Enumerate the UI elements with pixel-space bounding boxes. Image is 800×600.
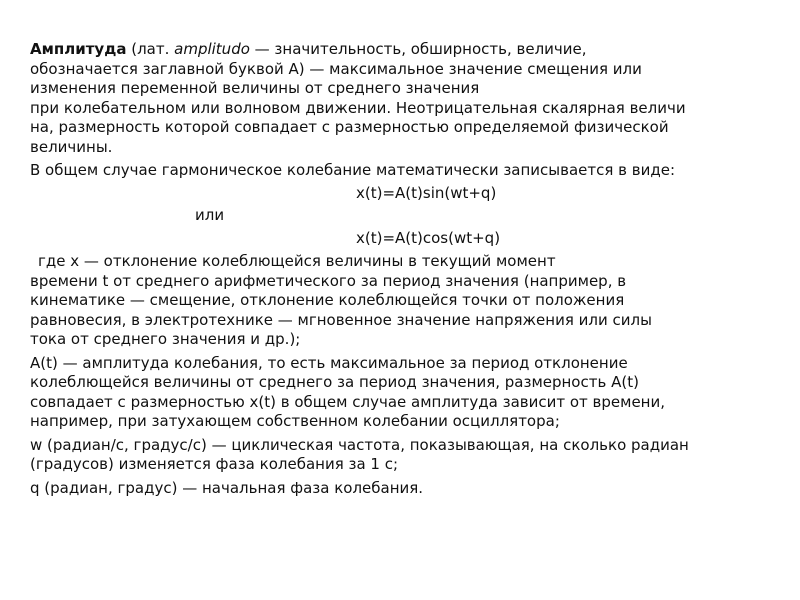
where-x-line-5: тока от среднего значения и др.); bbox=[30, 330, 301, 348]
intro-paragraph bbox=[30, 40, 775, 157]
amplitude-line-4: например, при затухающем собственном колебании осциллятора; bbox=[30, 412, 560, 430]
slide-content bbox=[30, 40, 775, 498]
amplitude-line-2: колеблющейся величины от среднего за период значения, размерность A(t) bbox=[30, 373, 639, 391]
latin-word: amplitudo bbox=[174, 40, 250, 58]
intro-line-4: при колебательном или волновом движении. Неотрицательная скалярная величи bbox=[30, 98, 686, 117]
intro-line-3: изменения переменной величины от среднего значения bbox=[30, 79, 480, 97]
amplitude-definition bbox=[30, 354, 775, 432]
amplitude-line-3: совпадает с размерностью x(t) в общем случае амплитуда зависит от времени, bbox=[30, 392, 666, 411]
phase-definition: q (радиан, градус) — начальная фаза колебания. bbox=[30, 478, 424, 497]
where-x-line-1: где x — отклонение колеблющейся величины в текущий момент bbox=[38, 252, 556, 270]
frequency-line-2: (градусов) изменяется фаза колебания за 1 с; bbox=[30, 455, 399, 473]
where-x-line-2: времени t от среднего арифметического за период значения (например, в bbox=[30, 271, 627, 290]
intro-line-2: обозначается заглавной буквой А) — максимальное значение смещения или bbox=[30, 59, 642, 78]
latin-prefix: (лат. bbox=[126, 40, 175, 58]
term-amplitude: Амплитуда bbox=[30, 40, 127, 58]
general-case-text: В общем случае гармоническое колебание математически записывается в виде: bbox=[30, 161, 676, 179]
intro-line-5: на, размерность которой совпадает с размерностью определяемой физической bbox=[30, 118, 669, 136]
intro-line-6: величины. bbox=[30, 137, 113, 156]
where-x-paragraph bbox=[30, 252, 775, 350]
intro-line-1-rest: — значительность, обширность, величие, bbox=[249, 40, 587, 58]
where-x-line-4: равновесия, в электротехнике — мгновенное значение напряжения или силы bbox=[30, 310, 652, 329]
where-x-line-3: кинематике — смещение, отклонение колеблющейся точки от положения bbox=[30, 291, 625, 309]
formula-cos: x(t)=A(t)cos(wt+q) bbox=[356, 228, 501, 247]
intro-line-1 bbox=[30, 40, 775, 60]
frequency-definition bbox=[30, 436, 775, 475]
formula-sin: x(t)=A(t)sin(wt+q) bbox=[356, 183, 497, 202]
or-word: или bbox=[195, 206, 225, 224]
frequency-line-1: w (радиан/с, градус/с) — циклическая частота, показывающая, на сколько радиан bbox=[30, 435, 689, 454]
amplitude-line-1: A(t) — амплитуда колебания, то есть максимальное за период отклонение bbox=[30, 353, 628, 372]
